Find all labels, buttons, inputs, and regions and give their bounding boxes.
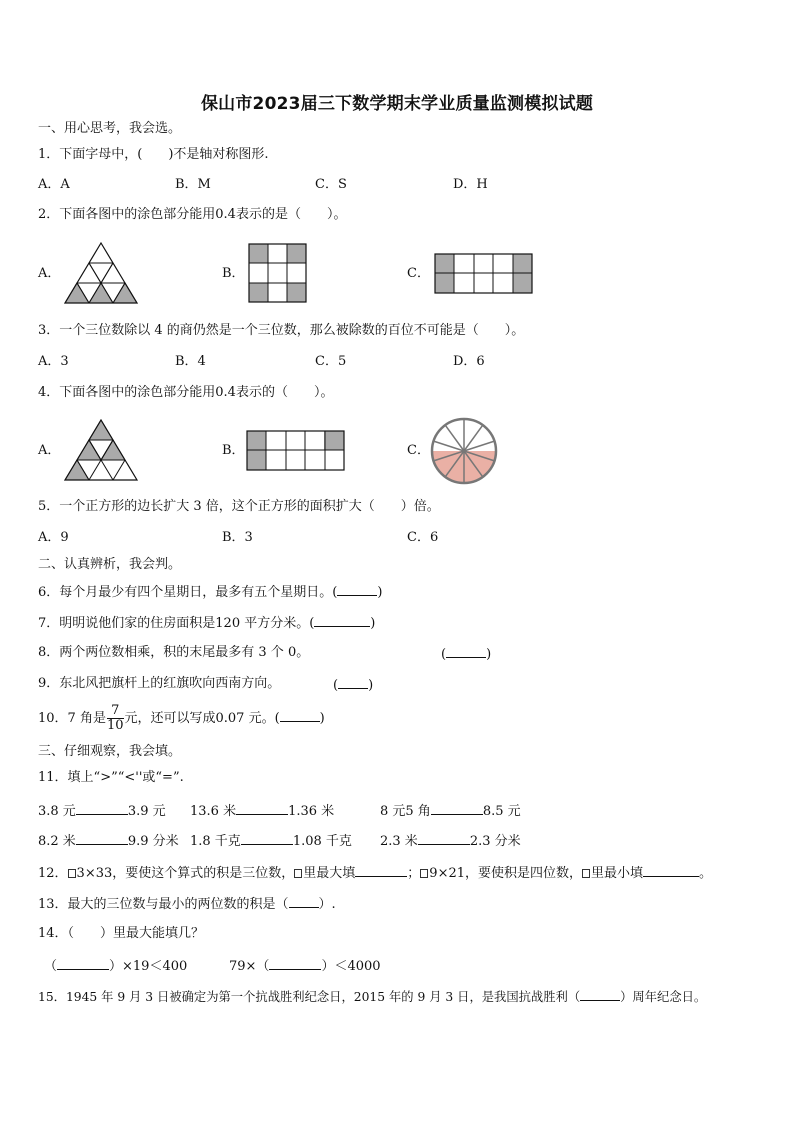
question-4-option-c: C． [407,443,430,458]
question-5-stem: 5．一个正方形的边长扩大 3 倍，这个正方形的面积扩大（ ）倍。 [38,499,440,514]
answer-blank[interactable] [314,614,370,627]
question-8-answer [441,645,491,663]
answer-blank[interactable] [643,864,699,877]
question-14-expr-1 [44,957,187,975]
square-box-icon [582,869,590,878]
fraction-denominator: 10 [106,718,124,733]
question-5-option-c: C．6 [407,530,439,545]
question-14-expr-2 [229,957,381,975]
answer-blank[interactable] [76,802,128,815]
question-8-close: ) [486,647,492,662]
q2-grid-2x5-figure [434,253,533,294]
expr-rest: ）＜4000 [321,959,381,974]
q4-grid-2x5-figure [246,430,345,471]
answer-blank[interactable] [580,988,620,1001]
answer-blank[interactable] [418,832,470,845]
q4-triangle-figure [63,418,139,482]
q4-circle-figure [430,417,498,485]
question-13-text: 13．最大的三位数与最小的两位数的积是（ [38,897,289,912]
question-4-option-a: A． [38,443,61,458]
question-3-option-a: A．3 [38,354,69,369]
question-4-stem: 4．下面各图中的涂色部分能用0.4表示的（ ）。 [38,385,334,400]
question-2-option-a: A． [38,266,61,281]
q2-triangle-figure [63,241,139,305]
answer-blank[interactable] [76,832,128,845]
section-heading-3: 三、仔细观察，我会填。 [38,744,182,759]
question-10 [38,703,325,735]
answer-blank[interactable] [236,802,288,815]
question-6 [38,583,382,601]
question-11-row1-b [190,802,334,820]
question-3-option-b: B．4 [175,354,206,369]
compare-right: 2.3 分米 [469,834,521,849]
compare-left: 3.8 元 [38,804,76,819]
compare-right: 1.36 米 [288,804,335,819]
question-3-stem: 3．一个三位数除以 4 的商仍然是一个三位数，那么被除数的百位不可能是（ ）。 [38,323,525,338]
question-6-text: 6．每个月最少有四个星期日，最多有五个星期日。( [38,585,338,600]
square-box-icon [420,869,428,878]
question-8-open: ( [441,647,447,662]
question-7-text: 7．明明说他们家的住房面积是120 平方分米。( [38,616,315,631]
question-10-close: ) [319,711,325,726]
compare-right: 3.9 元 [127,804,166,819]
question-1-option-b: B．M [175,177,211,192]
answer-blank[interactable] [280,709,320,722]
question-1-option-d: D．H [453,177,488,192]
question-15-text: 15．1945 年 9 月 3 日被确定为第一个抗战胜利纪念日，2015 年的 9 月 3 日，是我国抗战胜利（ [38,990,581,1004]
question-11-stem: 11．填上“>”“<''或“=”. [38,770,184,785]
question-12-part: 3×33，要使这个算式的积是三位数， [76,866,295,881]
compare-left: 1.8 千克 [190,834,241,849]
question-13-close: ）. [318,897,336,912]
square-box-icon [68,869,76,878]
compare-left: 8 元5 角 [380,804,431,819]
question-2-stem: 2．下面各图中的涂色部分能用0.4表示的是（ ）。 [38,207,347,222]
question-12-number: 12． [38,866,68,881]
compare-left: 2.3 米 [380,834,418,849]
question-15 [38,988,706,1005]
question-11-row2-b [190,832,352,850]
q2-grid-3x3-figure [248,243,307,303]
question-1-option-a: A．A [38,177,70,192]
answer-blank[interactable] [446,645,486,658]
question-10-pre: 10．7 角是 [38,711,106,726]
question-5-option-a: A．9 [38,530,69,545]
question-2-option-b: B． [222,266,245,281]
compare-left: 8.2 米 [38,834,76,849]
compare-right: 8.5 元 [482,804,521,819]
question-7-close: ) [370,616,376,631]
answer-blank[interactable] [269,957,321,970]
question-7 [38,614,375,632]
section-heading-2: 二、认真辨析，我会判。 [38,557,182,572]
compare-left: 13.6 米 [190,804,237,819]
question-3-option-c: C．5 [315,354,347,369]
question-11-row1-c [380,802,521,820]
question-9-close: ) [368,678,374,693]
expr-open: 79×（ [229,959,270,974]
fraction-numerator: 7 [107,704,124,719]
question-12-part: 里最小填 [591,866,644,881]
question-13 [38,895,336,913]
answer-blank[interactable] [355,864,407,877]
question-14-stem: 14．（ ）里最大能填几？ [38,926,205,941]
question-10-post: 元，还可以写成0.07 元。( [124,711,280,726]
question-11-row2 [38,832,179,850]
answer-blank[interactable] [289,895,319,908]
compare-right: 9.9 分米 [127,834,179,849]
answer-blank[interactable] [337,583,377,596]
expr-rest: ）×19＜400 [109,959,188,974]
answer-blank[interactable] [57,957,109,970]
answer-blank[interactable] [338,676,368,689]
question-15-close: ）周年纪念日。 [620,990,707,1004]
fraction [107,704,124,733]
question-12-part: 9×21，要使积是四位数， [429,866,583,881]
answer-blank[interactable] [431,802,483,815]
question-2-option-c: C． [407,266,430,281]
answer-blank[interactable] [241,832,293,845]
question-3-option-d: D．6 [453,354,485,369]
question-6-close: ) [377,585,383,600]
expr-open: （ [44,959,58,974]
square-box-icon [294,869,302,878]
question-8-text: 8．两个两位数相乘，积的末尾最多有 3 个 0。 [38,645,310,660]
section-heading-1: 一、用心思考，我会选。 [38,121,182,136]
question-12-part: 里最大填 [303,866,356,881]
compare-right: 1.08 千克 [292,834,352,849]
question-9-open: ( [333,678,339,693]
question-12 [38,864,712,882]
question-11-row1 [38,802,166,820]
question-9-answer [333,676,373,694]
question-11-row2-c [380,832,521,850]
question-4-option-b: B． [222,443,245,458]
question-5-option-b: B．3 [222,530,253,545]
page-title: 保山市2023届三下数学期末学业质量监测模拟试题 [200,94,594,114]
question-12-part: 。 [699,866,713,881]
question-12-part: ； [407,866,421,881]
question-9-text: 9．东北风把旗杆上的红旗吹向西南方向。 [38,676,281,691]
question-1-option-c: C．S [315,177,347,192]
question-1-stem: 1．下面字母中，( )不是轴对称图形. [38,147,269,162]
